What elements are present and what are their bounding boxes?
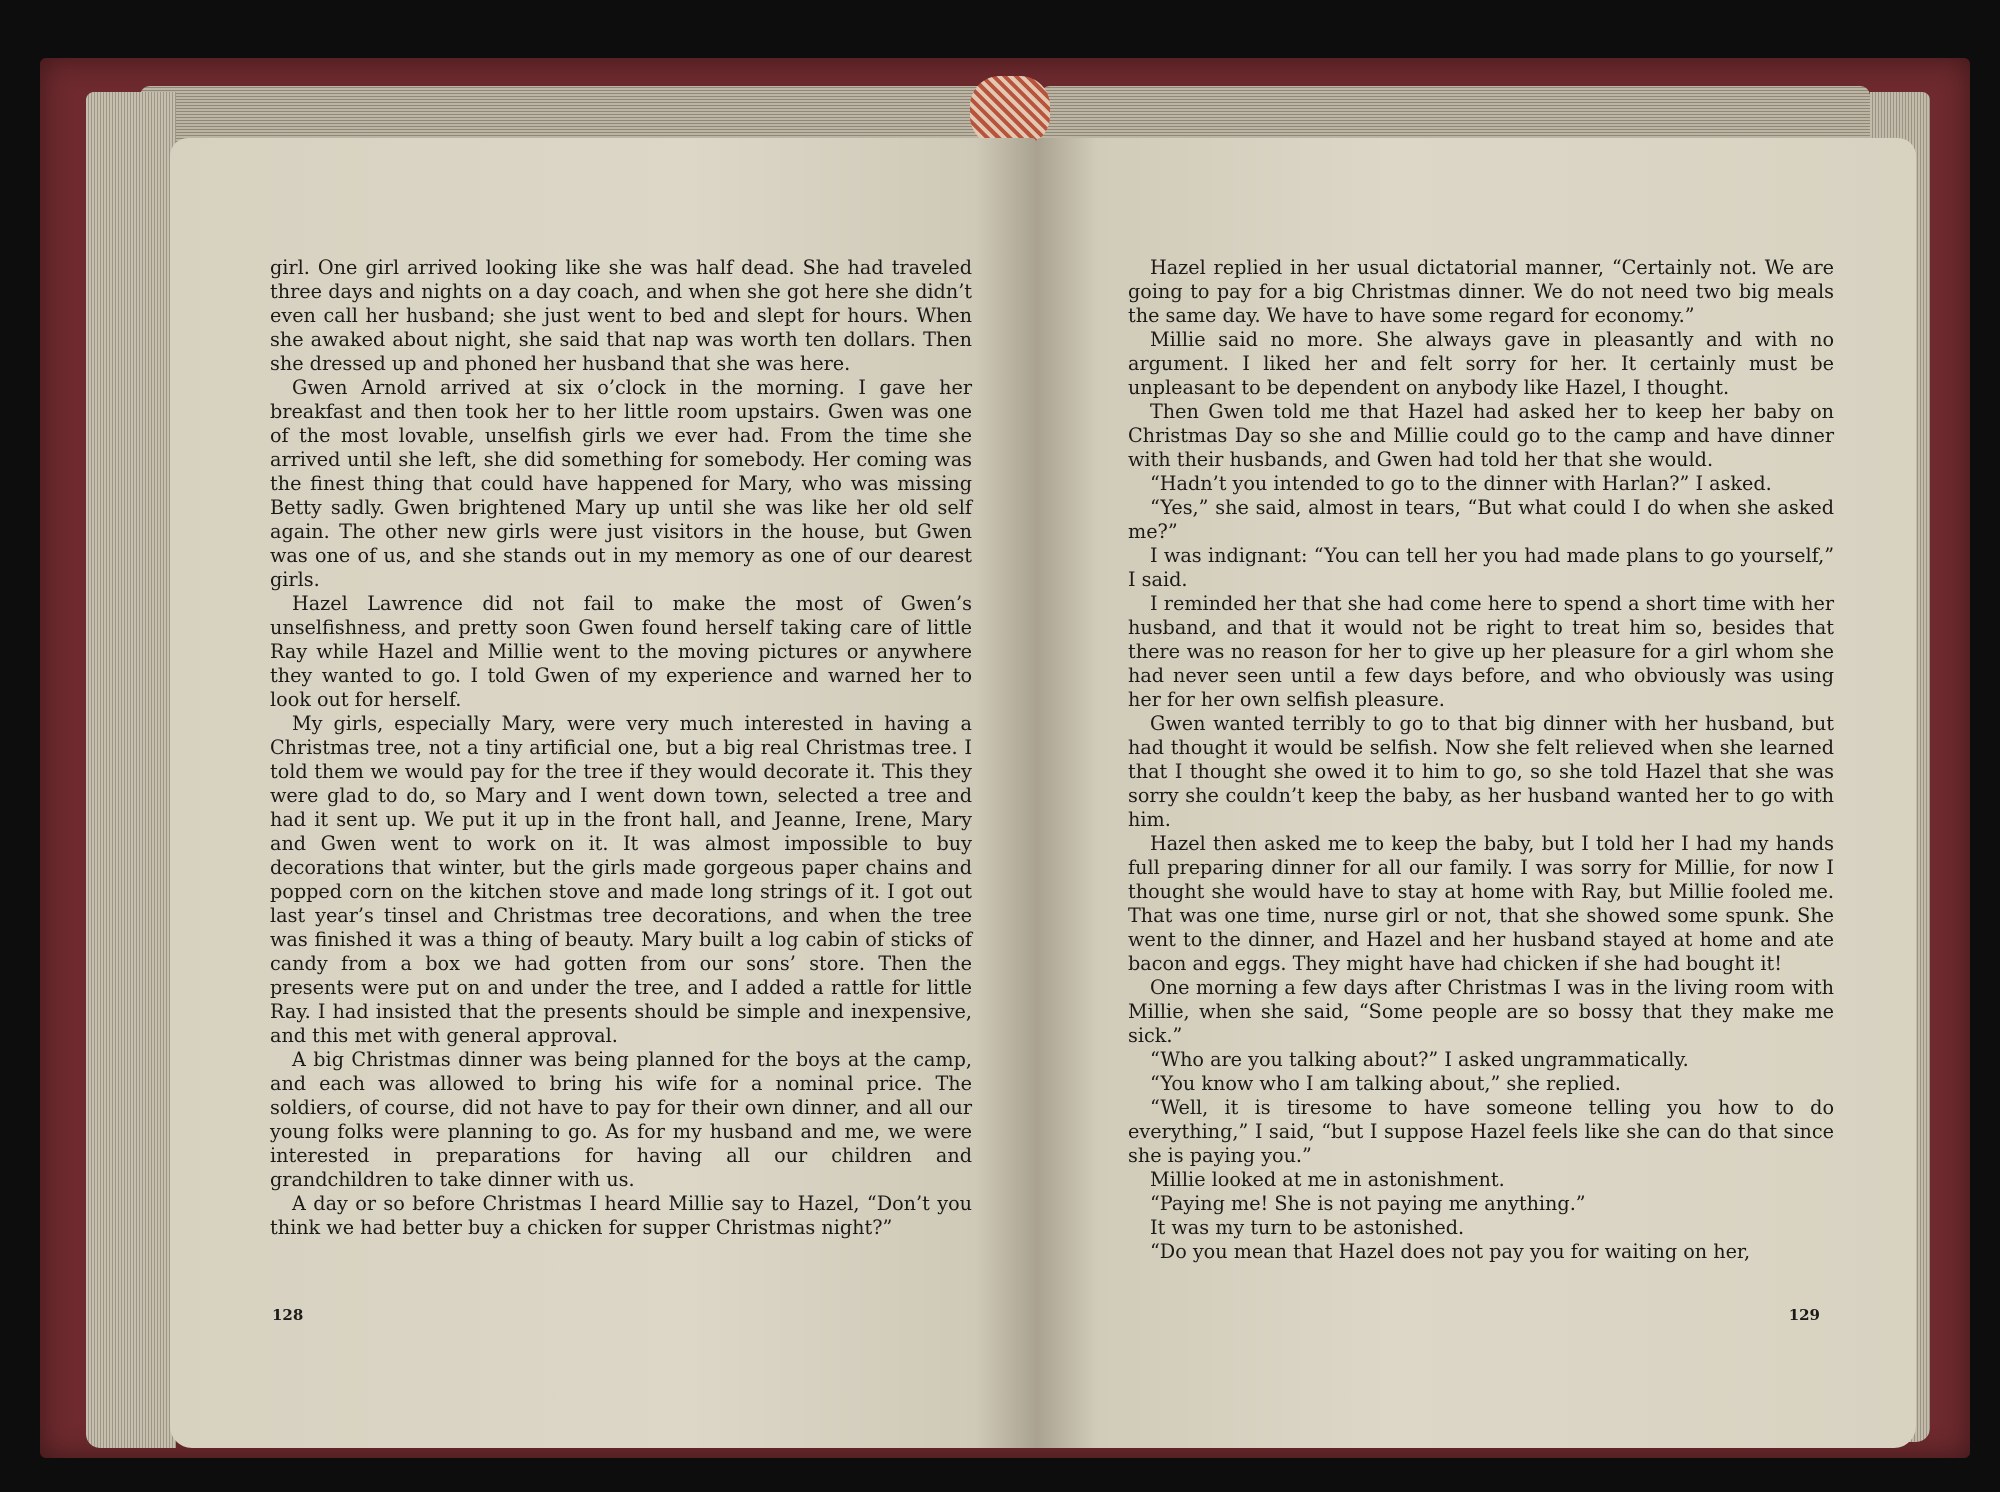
left-page: [170, 138, 1036, 1448]
paragraph: “Paying me! She is not paying me anything.”: [1150, 1192, 1586, 1215]
paragraph: My girls, especially Mary, were very much interested in having a Christmas tree, not a tiny artificial one, but a big real Christmas tree. I told them we would pay for the tree if they would decorate it. This they were glad to do, so Mary and I went down town, selected a tree and had it sent up. We put it up in the front hall, and Jeanne, Irene, Mary and Gwen went to work on it. It was almost impossible to buy decorations that winter, but the girls made gorgeous paper chains and popped corn on the kitchen stove and made long strings of it. I got out last year’s tinsel and Christmas tree decorations, and when the tree was finished it was a thing of beauty. Mary built a log cabin of sticks of candy from a box we had gotten from our sons’ store. Then the presents were put on and under the tree, and I added a rattle for little Ray. I had insisted that the presents should be simple and inexpensive, and this met with general approval.: [270, 712, 972, 1047]
spine-headband: [970, 76, 1050, 146]
page-edges-left: [86, 92, 176, 1448]
paragraph: Gwen Arnold arrived at six o’clock in the morning. I gave her breakfast and then took her to her little room upstairs. Gwen was one of the most lovable, unselfish girls we ever had. From the time she arrived until she left, she did something for somebody. Her coming was the finest thing that could have happened for Mary, who was missing Betty sadly. Gwen brightened Mary up until she was like her old self again. The other new girls were just visitors in the house, but Gwen was one of us, and she stands out in my memory as one of our dearest girls.: [270, 376, 972, 591]
paragraph: Hazel replied in her usual dictatorial manner, “Certainly not. We are going to pay for a big Christmas dinner. We do not need two big meals the same day. We have to have some regard for economy.”: [1128, 256, 1834, 327]
paragraph: A day or so before Christmas I heard Millie say to Hazel, “Don’t you think we had better buy a chicken for supper Christmas night?”: [270, 1192, 972, 1239]
paragraph: Hazel then asked me to keep the baby, but I told her I had my hands full preparing dinner for all our family. I was sorry for Millie, for now I thought she would have to stay at home with Ray, but Millie fooled me. That was one time, nurse girl or not, that she showed some spunk. She went to the dinner, and Hazel and her husband stayed at home and ate bacon and eggs. They might have had chicken if she had bought it!: [1128, 832, 1834, 975]
paragraph: Millie said no more. She always gave in pleasantly and with no argument. I liked her and felt sorry for her. It certainly must be unpleasant to be dependent on anybody like Hazel, I thought.: [1128, 328, 1834, 399]
paragraph: A big Christmas dinner was being planned for the boys at the camp, and each was allowed to bring his wife for a nominal price. The soldiers, of course, did not have to pay for their own dinner, and all our young folks were planning to go. As for my husband and me, we were interested in preparations for having all our children and grandchildren to take dinner with us.: [270, 1048, 972, 1191]
paragraph: “Do you mean that Hazel does not pay you for waiting on her,: [1150, 1240, 1751, 1263]
page-number: 128: [272, 1306, 304, 1324]
paragraph: “You know who I am talking about,” she replied.: [1150, 1072, 1621, 1095]
paragraph: “Well, it is tiresome to have someone telling you how to do everything,” I said, “but I suppose Hazel feels like she can do that since she is paying you.”: [1128, 1096, 1834, 1167]
paragraph: Then Gwen told me that Hazel had asked her to keep her baby on Christmas Day so she and Millie could go to the camp and have dinner with their husbands, and Gwen had told her that she would.: [1128, 400, 1834, 471]
paragraph: It was my turn to be astonished.: [1150, 1216, 1465, 1239]
paragraph: Gwen wanted terribly to go to that big dinner with her husband, but had thought it would be selfish. Now she felt relieved when she learned that I thought she owed it to him to go, so she told Hazel that she was sorry she couldn’t keep the baby, as her husband wanted her to go with him.: [1128, 712, 1834, 831]
right-page-text: [1128, 256, 1834, 1264]
page-edges-top-left: [140, 86, 1040, 144]
paragraph: One morning a few days after Christmas I was in the living room with Millie, when she said, “Some people are so bossy that they make me sick.”: [1128, 976, 1834, 1047]
paragraph: I reminded her that she had come here to spend a short time with her husband, and that it would not be right to treat him so, besides that there was no reason for her to give up her pleasure for a girl whom she had never seen until a few days before, and who obviously was using her for her own selfish pleasure.: [1128, 592, 1834, 711]
paragraph: “Who are you talking about?” I asked ungrammatically.: [1150, 1048, 1689, 1071]
left-page-text: [270, 256, 972, 1240]
paragraph: “Yes,” she said, almost in tears, “But what could I do when she asked me?”: [1128, 496, 1834, 543]
page-edges-top-right: [1040, 86, 1870, 144]
paragraph: girl. One girl arrived looking like she was half dead. She had traveled three days and nights on a day coach, and when she got here she didn’t even call her husband; she just went to bed and slept for hours. When she awaked about night, she said that nap was worth ten dollars. Then she dressed up and phoned her husband that she was here.: [270, 256, 972, 375]
paragraph: Millie looked at me in astonishment.: [1150, 1168, 1505, 1191]
paragraph: Hazel Lawrence did not fail to make the most of Gwen’s unselfishness, and pretty soon Gwen found herself taking care of little Ray while Hazel and Millie went to the moving pictures or anywhere they wanted to go. I told Gwen of my experience and warned her to look out for herself.: [270, 592, 972, 711]
page-number: 129: [1788, 1306, 1820, 1324]
paragraph: I was indignant: “You can tell her you had made plans to go yourself,” I said.: [1128, 544, 1834, 591]
right-page: [1036, 138, 1916, 1448]
paragraph: “Hadn’t you intended to go to the dinner with Harlan?” I asked.: [1150, 472, 1772, 495]
